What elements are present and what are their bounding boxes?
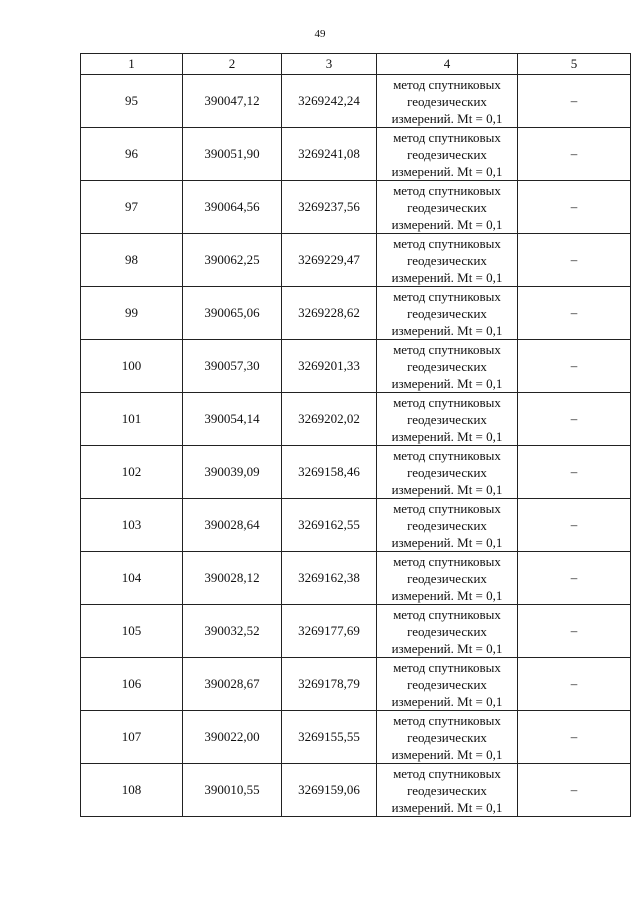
- method-cell: [377, 234, 518, 287]
- method-line: измерений. Mt = 0,1: [391, 481, 503, 497]
- method-line: метод спутниковых: [393, 500, 501, 516]
- method-line: метод спутниковых: [393, 182, 501, 198]
- method-line: геодезических: [407, 146, 487, 162]
- method-line: метод спутниковых: [393, 394, 501, 410]
- table-row: [81, 552, 631, 605]
- point-number-cell: 106: [81, 658, 183, 711]
- method-line: метод спутниковых: [393, 341, 501, 357]
- method-line: измерений. Mt = 0,1: [391, 534, 503, 550]
- note-cell: –: [518, 75, 631, 128]
- method-line: метод спутниковых: [393, 76, 501, 92]
- method-cell: [377, 181, 518, 234]
- y-coordinate-cell: 3269178,79: [282, 658, 377, 711]
- method-line: метод спутниковых: [393, 553, 501, 569]
- method-line: геодезических: [407, 411, 487, 427]
- table-row: [81, 75, 631, 128]
- method-line: геодезических: [407, 729, 487, 745]
- method-line: метод спутниковых: [393, 765, 501, 781]
- column-header-2: 2: [183, 54, 282, 75]
- method-line: измерений. Mt = 0,1: [391, 799, 503, 815]
- method-cell: [377, 75, 518, 128]
- table-row: [81, 234, 631, 287]
- method-line: измерений. Mt = 0,1: [391, 110, 503, 126]
- method-line: измерений. Mt = 0,1: [391, 640, 503, 656]
- coordinates-table: [80, 53, 631, 817]
- method-cell: [377, 764, 518, 817]
- point-number-cell: 104: [81, 552, 183, 605]
- method-line: измерений. Mt = 0,1: [391, 322, 503, 338]
- table-row: [81, 499, 631, 552]
- y-coordinate-cell: 3269155,55: [282, 711, 377, 764]
- x-coordinate-cell: 390028,67: [183, 658, 282, 711]
- table-row: [81, 287, 631, 340]
- method-cell: [377, 605, 518, 658]
- method-line: измерений. Mt = 0,1: [391, 269, 503, 285]
- method-cell: [377, 128, 518, 181]
- table-row: [81, 658, 631, 711]
- x-coordinate-cell: 390028,12: [183, 552, 282, 605]
- y-coordinate-cell: 3269242,24: [282, 75, 377, 128]
- note-cell: –: [518, 287, 631, 340]
- y-coordinate-cell: 3269162,55: [282, 499, 377, 552]
- method-line: геодезических: [407, 305, 487, 321]
- point-number-cell: 96: [81, 128, 183, 181]
- note-cell: –: [518, 393, 631, 446]
- table-row: [81, 446, 631, 499]
- method-line: измерений. Mt = 0,1: [391, 693, 503, 709]
- point-number-cell: 100: [81, 340, 183, 393]
- point-number-cell: 99: [81, 287, 183, 340]
- note-cell: –: [518, 446, 631, 499]
- method-cell: [377, 658, 518, 711]
- x-coordinate-cell: 390010,55: [183, 764, 282, 817]
- method-line: геодезических: [407, 623, 487, 639]
- y-coordinate-cell: 3269158,46: [282, 446, 377, 499]
- y-coordinate-cell: 3269162,38: [282, 552, 377, 605]
- page-number: 49: [314, 28, 326, 40]
- y-coordinate-cell: 3269241,08: [282, 128, 377, 181]
- table-row: [81, 605, 631, 658]
- table-row: [81, 711, 631, 764]
- note-cell: –: [518, 181, 631, 234]
- point-number-cell: 101: [81, 393, 183, 446]
- method-line: геодезических: [407, 676, 487, 692]
- x-coordinate-cell: 390064,56: [183, 181, 282, 234]
- point-number-cell: 107: [81, 711, 183, 764]
- method-line: измерений. Mt = 0,1: [391, 587, 503, 603]
- method-line: метод спутниковых: [393, 659, 501, 675]
- note-cell: –: [518, 499, 631, 552]
- table-row: [81, 181, 631, 234]
- point-number-cell: 105: [81, 605, 183, 658]
- note-cell: –: [518, 764, 631, 817]
- method-cell: [377, 287, 518, 340]
- table-row: [81, 128, 631, 181]
- column-header-5: 5: [518, 54, 631, 75]
- method-line: геодезических: [407, 517, 487, 533]
- y-coordinate-cell: 3269159,06: [282, 764, 377, 817]
- method-line: геодезических: [407, 464, 487, 480]
- table-header-row: [81, 54, 631, 75]
- note-cell: –: [518, 552, 631, 605]
- x-coordinate-cell: 390057,30: [183, 340, 282, 393]
- method-cell: [377, 340, 518, 393]
- table-row: [81, 764, 631, 817]
- table-row: [81, 393, 631, 446]
- y-coordinate-cell: 3269177,69: [282, 605, 377, 658]
- method-cell: [377, 446, 518, 499]
- column-header-1: 1: [81, 54, 183, 75]
- method-line: геодезических: [407, 782, 487, 798]
- x-coordinate-cell: 390065,06: [183, 287, 282, 340]
- x-coordinate-cell: 390051,90: [183, 128, 282, 181]
- x-coordinate-cell: 390022,00: [183, 711, 282, 764]
- point-number-cell: 95: [81, 75, 183, 128]
- x-coordinate-cell: 390062,25: [183, 234, 282, 287]
- method-cell: [377, 711, 518, 764]
- method-line: геодезических: [407, 199, 487, 215]
- x-coordinate-cell: 390028,64: [183, 499, 282, 552]
- method-line: геодезических: [407, 570, 487, 586]
- method-line: измерений. Mt = 0,1: [391, 375, 503, 391]
- method-line: метод спутниковых: [393, 129, 501, 145]
- note-cell: –: [518, 658, 631, 711]
- note-cell: –: [518, 711, 631, 764]
- note-cell: –: [518, 340, 631, 393]
- method-line: измерений. Mt = 0,1: [391, 216, 503, 232]
- method-line: геодезических: [407, 252, 487, 268]
- method-line: метод спутниковых: [393, 235, 501, 251]
- y-coordinate-cell: 3269201,33: [282, 340, 377, 393]
- method-line: метод спутниковых: [393, 447, 501, 463]
- x-coordinate-cell: 390032,52: [183, 605, 282, 658]
- x-coordinate-cell: 390047,12: [183, 75, 282, 128]
- table-row: [81, 340, 631, 393]
- method-line: измерений. Mt = 0,1: [391, 163, 503, 179]
- method-line: метод спутниковых: [393, 712, 501, 728]
- y-coordinate-cell: 3269202,02: [282, 393, 377, 446]
- method-line: метод спутниковых: [393, 606, 501, 622]
- y-coordinate-cell: 3269237,56: [282, 181, 377, 234]
- method-cell: [377, 499, 518, 552]
- method-line: измерений. Mt = 0,1: [391, 746, 503, 762]
- note-cell: –: [518, 605, 631, 658]
- method-line: метод спутниковых: [393, 288, 501, 304]
- method-line: геодезических: [407, 93, 487, 109]
- point-number-cell: 108: [81, 764, 183, 817]
- point-number-cell: 102: [81, 446, 183, 499]
- method-line: измерений. Mt = 0,1: [391, 428, 503, 444]
- method-line: геодезических: [407, 358, 487, 374]
- method-cell: [377, 393, 518, 446]
- point-number-cell: 103: [81, 499, 183, 552]
- point-number-cell: 97: [81, 181, 183, 234]
- note-cell: –: [518, 234, 631, 287]
- x-coordinate-cell: 390054,14: [183, 393, 282, 446]
- method-cell: [377, 552, 518, 605]
- point-number-cell: 98: [81, 234, 183, 287]
- column-header-3: 3: [282, 54, 377, 75]
- column-header-4: 4: [377, 54, 518, 75]
- note-cell: –: [518, 128, 631, 181]
- x-coordinate-cell: 390039,09: [183, 446, 282, 499]
- y-coordinate-cell: 3269228,62: [282, 287, 377, 340]
- y-coordinate-cell: 3269229,47: [282, 234, 377, 287]
